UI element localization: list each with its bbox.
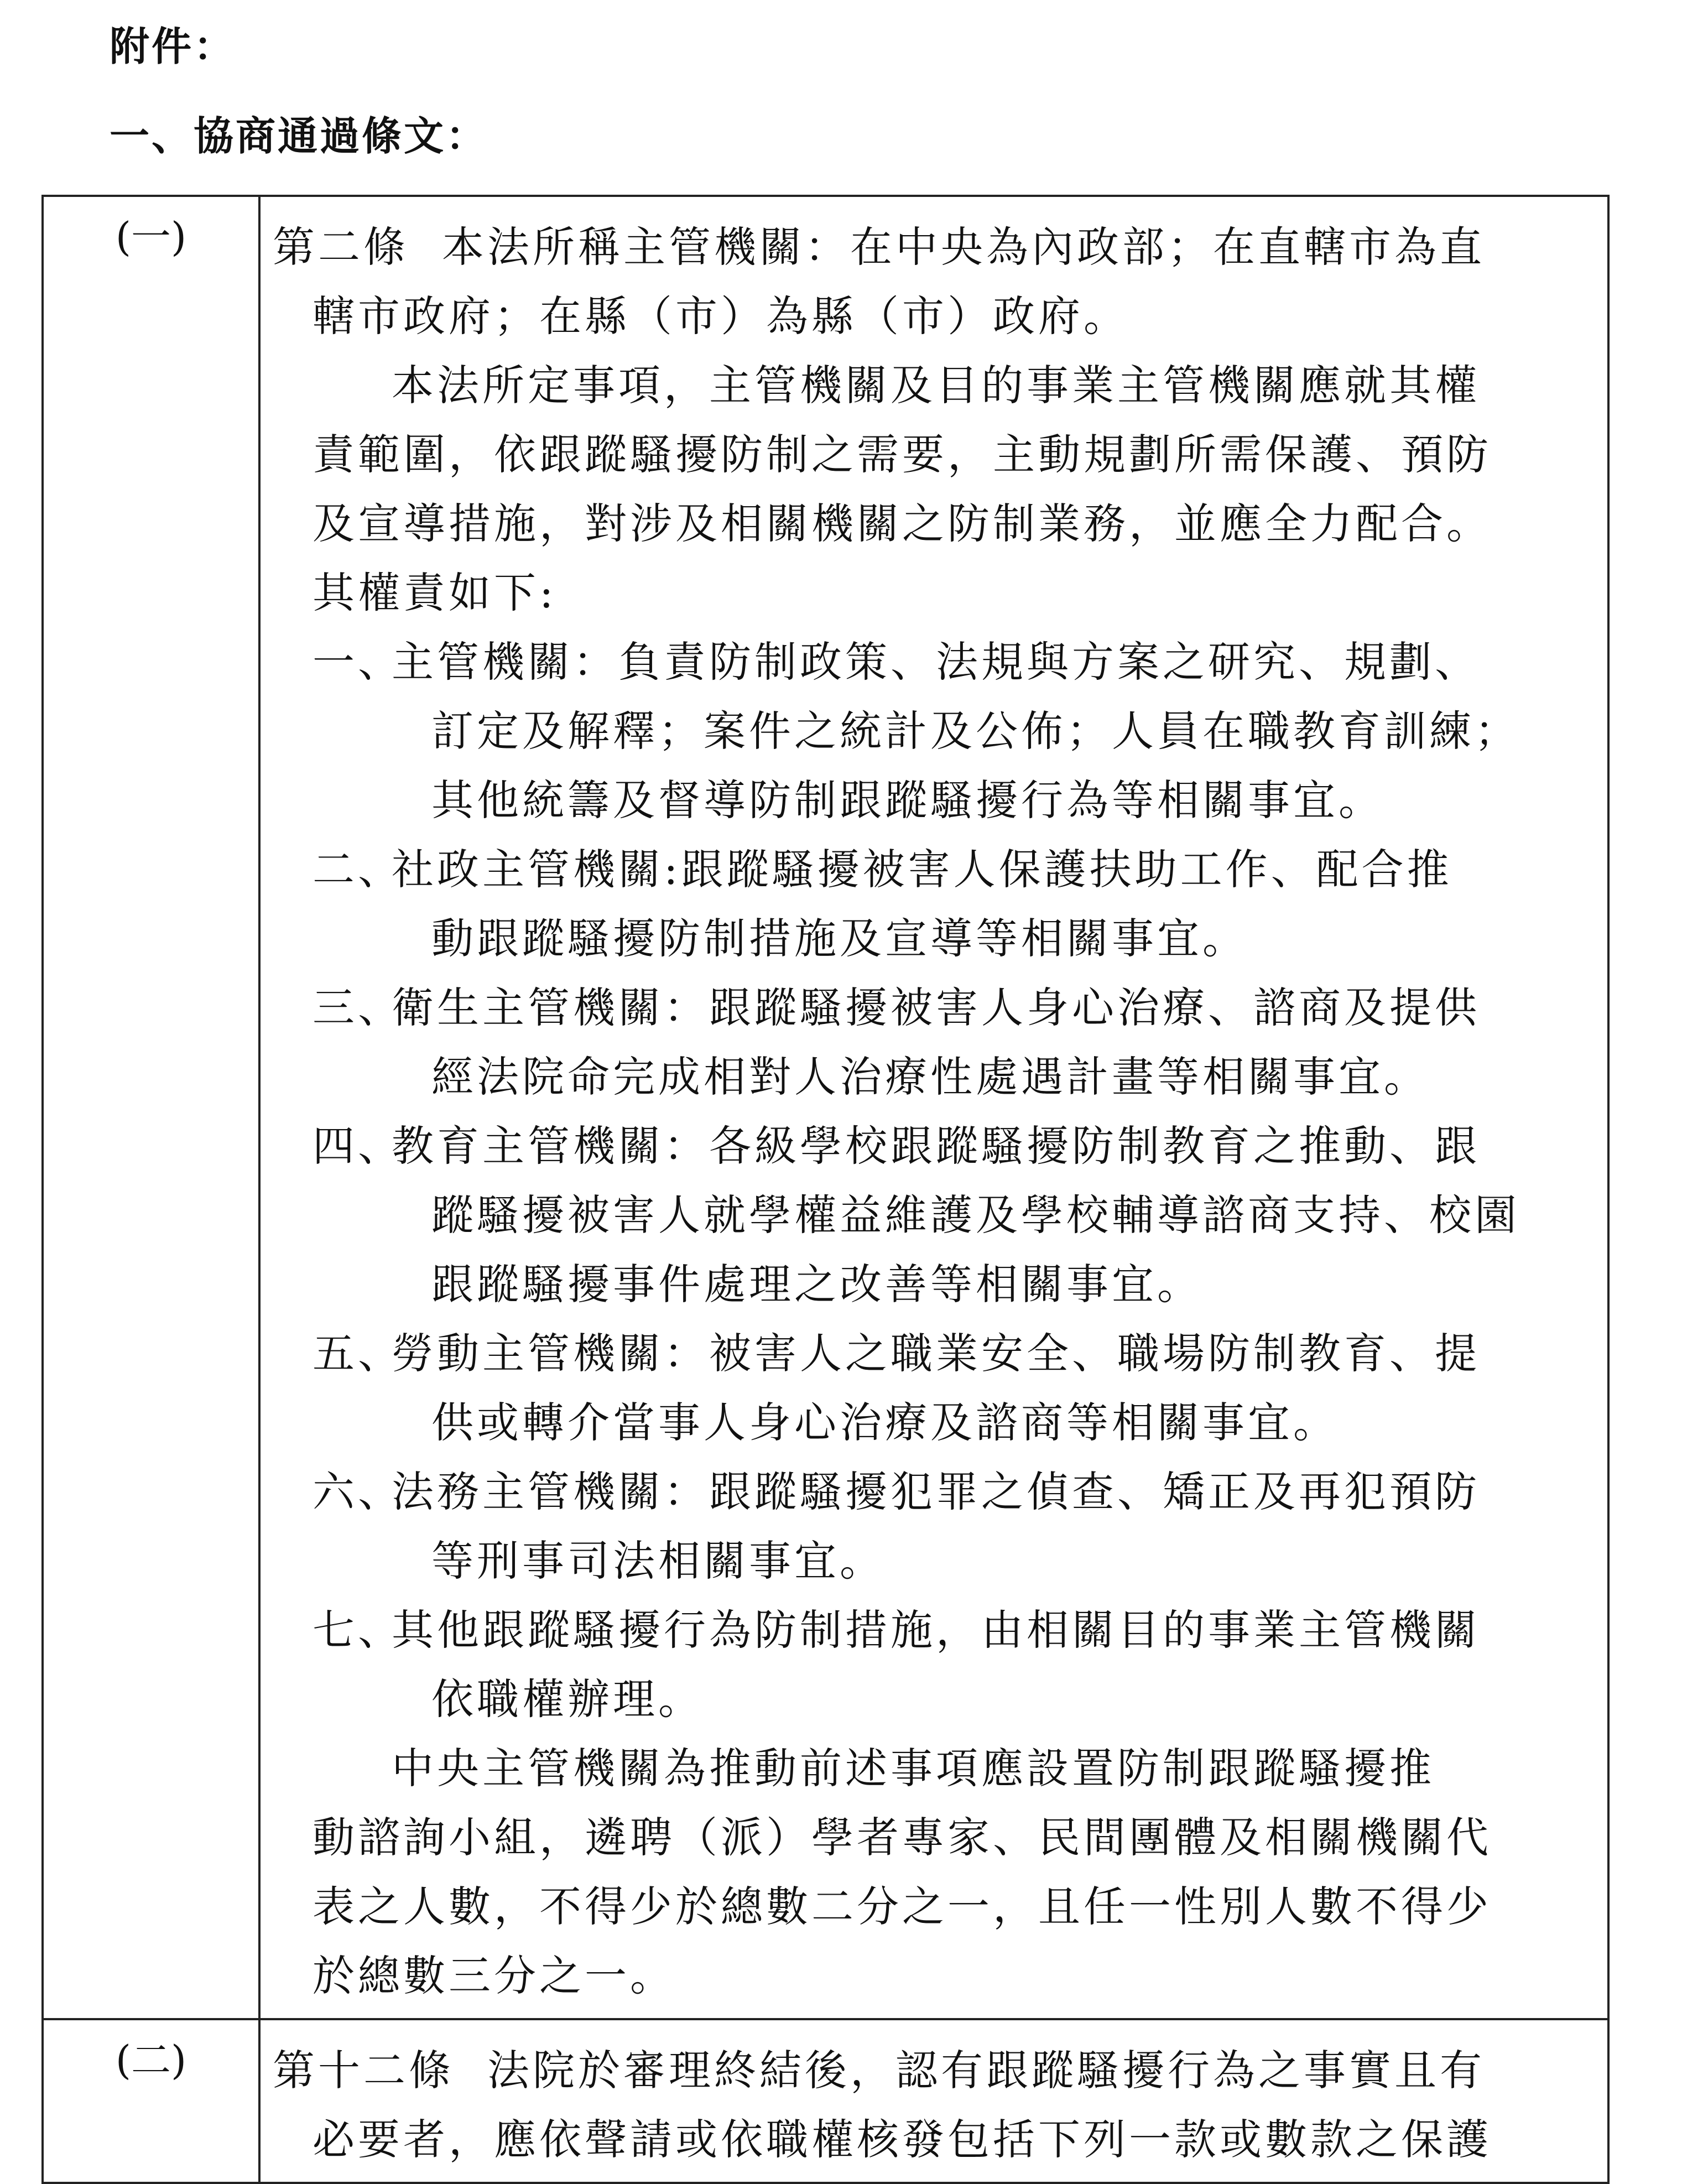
article-text: 轄市政府；在縣（市）為縣（市）政府。 xyxy=(313,292,1129,341)
article-text: 必要者，應依聲請或依職權核發包括下列一款或數款之保護 xyxy=(313,2115,1492,2164)
item-text: 依職權辦理。 xyxy=(431,1675,704,1724)
item-text: 其他統籌及督導防制跟蹤騷擾行為等相關事宜。 xyxy=(431,776,1384,825)
item-text: 社政主管機關:跟蹤騷擾被害人保護扶助工作、配合推 xyxy=(392,845,1452,894)
item-text: 等刑事司法相關事宜。 xyxy=(431,1536,885,1585)
table-row xyxy=(43,2019,1608,2183)
article-first-line xyxy=(273,2036,1590,2105)
item-text: 供或轉介當事人身心治療及諮商等相關事宜。 xyxy=(431,1398,1339,1447)
list-item xyxy=(273,1111,1590,1181)
item-text: 勞動主管機關：被害人之職業安全、職場防制教育、提 xyxy=(392,1329,1480,1378)
item-text: 教育主管機關：各級學校跟蹤騷擾防制教育之推動、跟 xyxy=(392,1121,1480,1171)
list-item xyxy=(273,1457,1590,1526)
article-cell xyxy=(259,196,1608,2019)
item-text: 訂定及解釋；案件之統計及公佈；人員在職教育訓練； xyxy=(431,706,1520,756)
item-mark: 六、 xyxy=(313,1467,403,1516)
paragraph-text: 本法所定事項，主管機關及目的事業主管機關應就其權 xyxy=(392,361,1480,410)
articles-table xyxy=(41,195,1610,2184)
item-text: 法務主管機關：跟蹤騷擾犯罪之偵查、矯正及再犯預防 xyxy=(392,1467,1480,1516)
paragraph-text: 於總數三分之一。 xyxy=(313,1951,675,2000)
item-mark: 二、 xyxy=(313,845,403,894)
list-item xyxy=(273,627,1590,696)
item-text: 主管機關：負責防制政策、法規與方案之研究、規劃、 xyxy=(392,637,1480,687)
article-text: 本法所稱主管機關：在中央為內政部；在直轄市為直 xyxy=(442,222,1485,272)
item-mark: 七、 xyxy=(313,1605,403,1655)
paragraph-text: 表之人數，不得少於總數二分之一，且任一性別人數不得少 xyxy=(313,1882,1492,1931)
item-mark: 一、 xyxy=(313,637,403,687)
list-item xyxy=(273,835,1590,904)
item-text: 跟蹤騷擾事件處理之改善等相關事宜。 xyxy=(431,1260,1202,1309)
paragraph-text: 動諮詢小組，遴聘（派）學者專家、民間團體及相關機關代 xyxy=(313,1813,1492,1862)
article-first-line xyxy=(273,212,1590,282)
item-mark: 四、 xyxy=(313,1121,403,1171)
item-mark: 五、 xyxy=(313,1329,403,1378)
list-item xyxy=(273,1319,1590,1388)
row-number: (一) xyxy=(43,196,259,2019)
article-text: 法院於審理終結後，認有跟蹤騷擾行為之事實且有 xyxy=(487,2046,1485,2095)
item-text: 動跟蹤騷擾防制措施及宣導等相關事宜。 xyxy=(431,914,1248,963)
paragraph-text: 其權責如下: xyxy=(313,568,557,617)
list-item xyxy=(273,973,1590,1042)
list-item xyxy=(273,1595,1590,1665)
article-title: 第十二條 xyxy=(273,2046,454,2095)
paragraph-text: 及宣導措施，對涉及相關機關之防制業務，並應全力配合。 xyxy=(313,499,1492,548)
item-text: 其他跟蹤騷擾行為防制措施，由相關目的事業主管機關 xyxy=(392,1605,1480,1655)
section-title: 一、協商通過條文： xyxy=(110,112,488,159)
article-cell xyxy=(259,2019,1608,2183)
item-text: 衛生主管機關：跟蹤騷擾被害人身心治療、諮商及提供 xyxy=(392,983,1480,1032)
row-number: (二) xyxy=(43,2019,259,2183)
table-row xyxy=(43,196,1608,2019)
item-mark: 三、 xyxy=(313,983,403,1032)
paragraph-text: 責範圍，依跟蹤騷擾防制之需要，主動規劃所需保護、預防 xyxy=(313,430,1492,479)
attachment-label: 附件： xyxy=(110,23,236,70)
item-text: 經法院命完成相對人治療性處遇計畫等相關事宜。 xyxy=(431,1052,1429,1101)
item-text: 蹤騷擾被害人就學權益維護及學校輔導諮商支持、校園 xyxy=(431,1190,1520,1240)
article-title: 第二條 xyxy=(273,222,409,272)
paragraph-text: 中央主管機關為推動前述事項應設置防制跟蹤騷擾推 xyxy=(392,1744,1435,1793)
